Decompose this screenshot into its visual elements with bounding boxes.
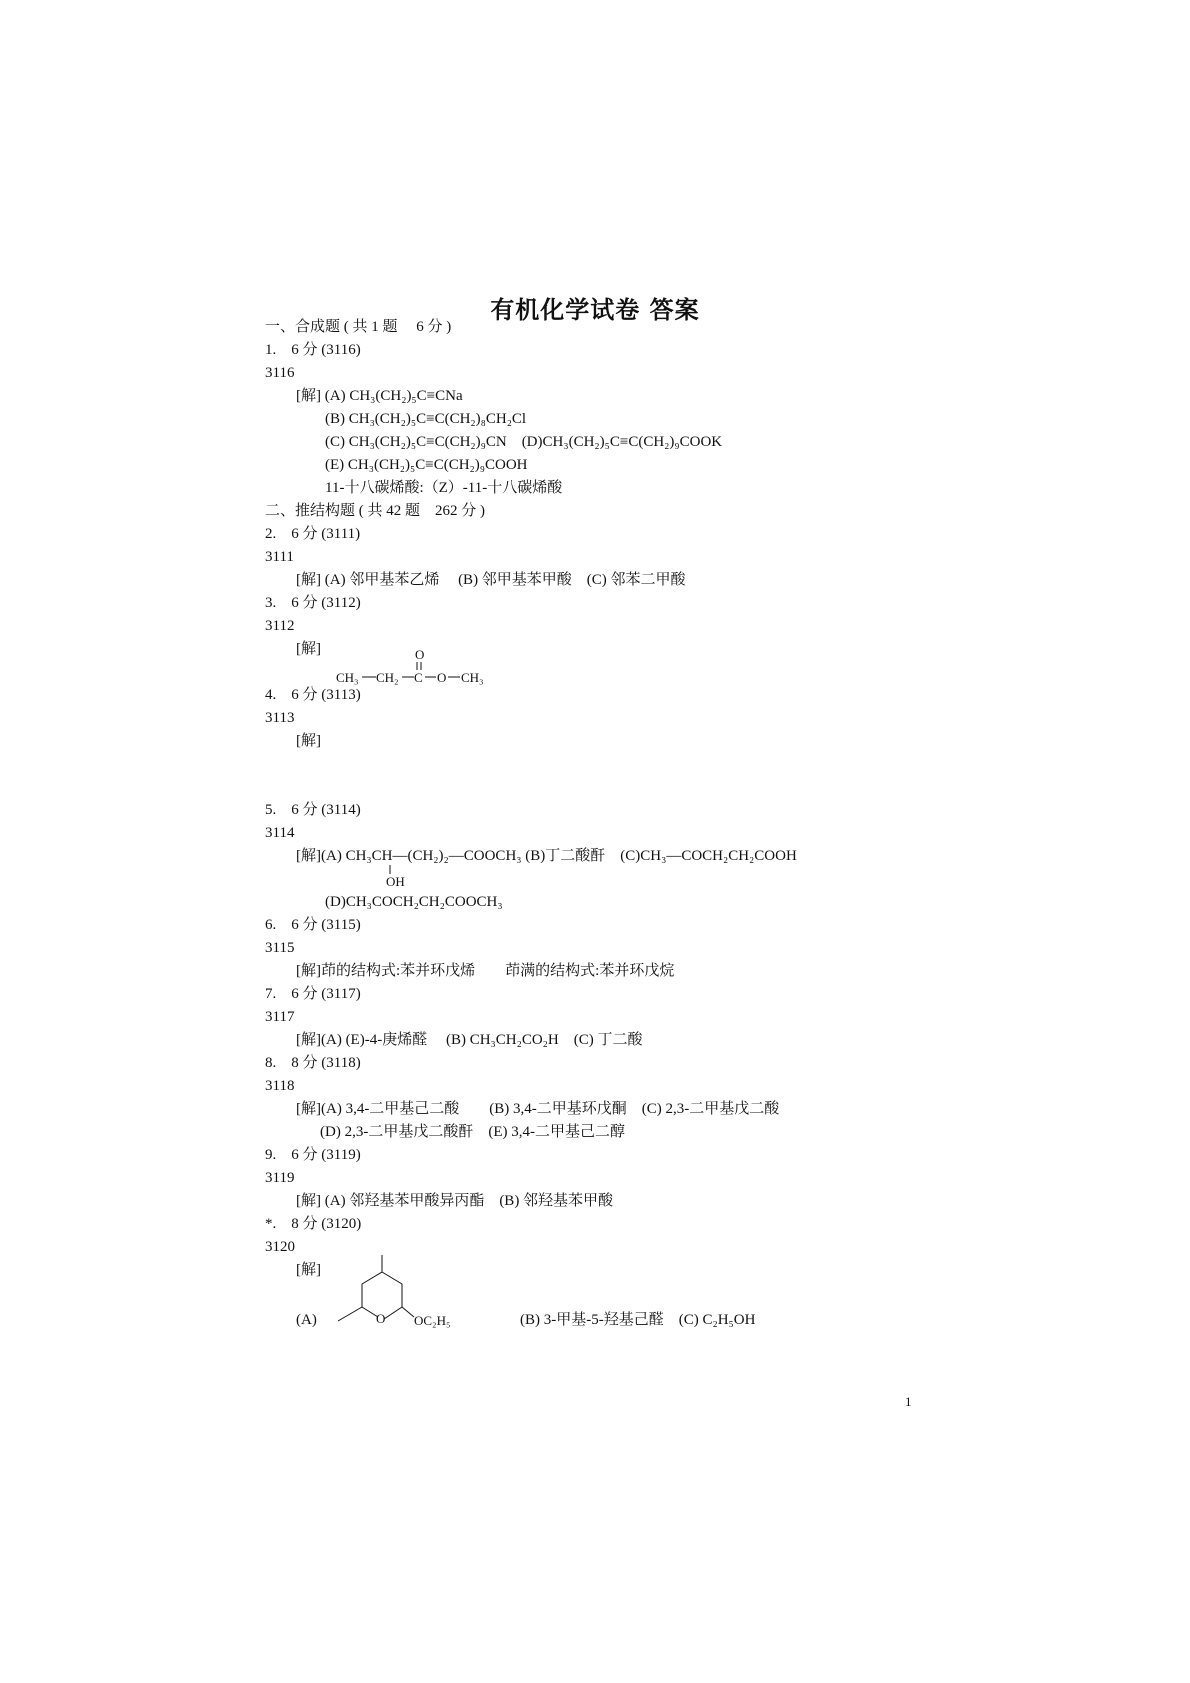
question-1-answer-c-d: (C) CH₃(CH₂)₅C≡C(CH₂)₉CN (D)CH₃(CH₂)₅C≡C(CH₂)₉COOK: [325, 434, 723, 450]
methyl-group: CH₃: [336, 670, 359, 685]
ethoxy-group: OC₂H₅: [414, 1313, 451, 1328]
question-9-code: 3119: [265, 1170, 295, 1186]
question-5-header: 5. 6 分 (3114): [265, 802, 361, 818]
bond-dash: —: [392, 848, 408, 864]
page-number: 1: [905, 1394, 912, 1409]
question-5-answer-line-2: (D)CH₃COCH₂CH₂COOCH₃: [325, 894, 503, 910]
question-7-header: 7. 6 分 (3117): [265, 986, 361, 1002]
question-5-code: 3114: [265, 825, 295, 841]
question-7-answer: [解](A) (E)-4-庚烯醛 (B) CH₃CH₂CO₂H (C) 丁二酸: [296, 1032, 643, 1048]
question-1-answer-a: [解] (A) CH₃(CH₂)₅C≡CNa: [296, 388, 463, 404]
question-3-header: 3. 6 分 (3112): [265, 595, 361, 611]
methoxy-methyl: CH₃: [461, 670, 484, 685]
question-10-code: 3120: [265, 1239, 295, 1255]
question-9-header: 9. 6 分 (3119): [265, 1147, 361, 1163]
question-3-answer-label: [解]: [296, 641, 321, 657]
question-2-answer: [解] (A) 邻甲基苯乙烯 (B) 邻甲基苯甲酸 (C) 邻苯二甲酸: [296, 572, 686, 588]
hydroxyl-group: OH: [386, 874, 405, 889]
section-heading-structure: 二、推结构题 ( 共 42 题 262 分 ): [265, 503, 485, 519]
question-4-answer-label: [解]: [296, 733, 321, 749]
question-8-header: 8. 8 分 (3118): [265, 1055, 361, 1071]
question-6-header: 6. 6 分 (3115): [265, 917, 361, 933]
question-4-header: 4. 6 分 (3113): [265, 687, 361, 703]
question-8-answer-line-1: [解](A) 3,4-二甲基己二酸 (B) 3,4-二甲基环戊酮 (C) 2,3-二甲基戊二酸: [296, 1101, 780, 1117]
ester-oxygen: O: [437, 670, 447, 685]
q5-part-c: COOCH₃ (B)丁二酸酐 (C)CH₃: [463, 848, 667, 864]
hydroxyl-branch: [386, 864, 416, 888]
q5-part-d: COCH₂CH₂COOH: [681, 848, 797, 864]
question-6-answer: [解]茚的结构式:苯并环戊烯 茚满的结构式:苯并环戊烷: [296, 963, 675, 979]
question-1-code: 3116: [265, 365, 295, 381]
question-1-answer-b: (B) CH₃(CH₂)₅C≡C(CH₂)₈CH₂Cl: [325, 411, 527, 427]
question-1-answer-name: 11-十八碳烯酸:（Z）-11-十八碳烯酸: [325, 480, 563, 496]
q5-part-b: (CH₂)₂: [407, 848, 449, 864]
question-5-answer-line-1: [296, 847, 797, 865]
question-4-code: 3113: [265, 710, 295, 726]
question-3-code: 3112: [265, 618, 295, 634]
bond-dash: —: [448, 848, 464, 864]
question-9-answer: [解] (A) 邻羟基苯甲酸异丙酯 (B) 邻羟基苯甲酸: [296, 1193, 614, 1209]
question-2-header: 2. 6 分 (3111): [265, 526, 361, 542]
question-1-header: 1. 6 分 (3116): [265, 342, 361, 358]
question-10-a-label: (A): [296, 1312, 317, 1328]
methyl-propanoate-structure: [330, 645, 500, 685]
question-2-code: 3111: [265, 549, 294, 565]
section-heading-synthesis: 一、合成题 ( 共 1 题 6 分 ): [265, 319, 452, 335]
bond-dash: —: [666, 848, 682, 864]
question-8-answer-line-2: (D) 2,3-二甲基戊二酸酐 (E) 3,4-二甲基己二醇: [320, 1124, 625, 1140]
question-7-code: 3117: [265, 1009, 295, 1025]
question-8-code: 3118: [265, 1078, 295, 1094]
question-6-code: 3115: [265, 940, 295, 956]
ring-oxygen: O: [376, 1311, 386, 1326]
methylene-group: CH₂: [376, 670, 399, 685]
question-1-answer-e: (E) CH₃(CH₂)₅C≡C(CH₂)₉COOH: [325, 457, 528, 473]
page-title: 有机化学试卷 答案: [490, 296, 700, 324]
q5-part-a: [解](A) CH₃CH: [296, 848, 393, 864]
carbonyl-carbon: C: [414, 670, 423, 685]
tetrahydropyran-structure: [330, 1255, 470, 1345]
carbonyl-oxygen: O: [415, 647, 425, 662]
question-10-answer-label: [解]: [296, 1262, 321, 1278]
question-10-header: *. 8 分 (3120): [265, 1216, 362, 1232]
question-10-answer-b-c: (B) 3-甲基-5-羟基己醛 (C) C₂H₅OH: [520, 1312, 756, 1328]
